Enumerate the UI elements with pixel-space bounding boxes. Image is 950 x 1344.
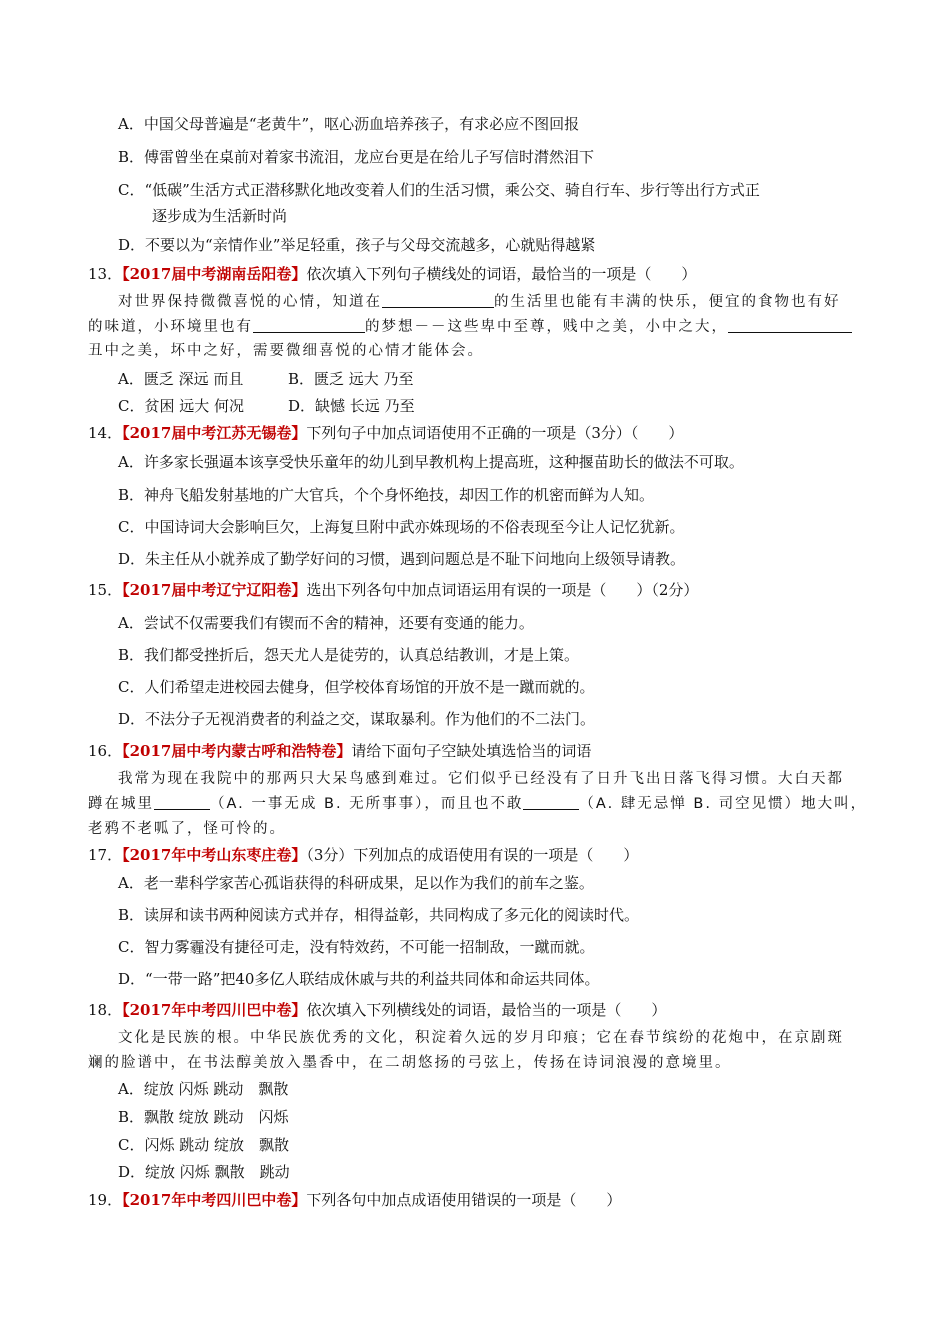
q12-option-c-line2: 逐步成为生活新时尚	[152, 207, 288, 225]
source-tag: 【2017届中考江苏无锡卷】	[122, 424, 307, 442]
question-number: 15．	[88, 581, 123, 599]
q12-option-b: B．傅雷曾坐在桌前对着家书流泪，龙应台更是在给儿子写信时潸然泪下	[118, 148, 595, 166]
q18-option-a: A．绽放 闪烁 跳动 飘散	[118, 1080, 289, 1098]
question-stem: 选出下列各句中加点词语运用有误的一项是（ ）（2分）	[306, 581, 699, 599]
q14-option-d: D．朱主任从小就养成了勤学好问的习惯，遇到问题总是不耻下问地向上级领导请教。	[118, 550, 686, 568]
q14-option-b: B．神舟飞船发射基地的广大官兵，个个身怀绝技，却因工作的机密而鲜为人知。	[118, 486, 655, 504]
q13-passage-line3: 丑中之美，坏中之好，需要微细喜悦的心情才能体会。	[88, 343, 484, 359]
q15-option-a: A．尝试不仅需要我们有锲而不舍的精神，还要有变通的能力。	[118, 614, 534, 632]
question-stem: 下列各句中加点成语使用错误的一项是（ ）	[306, 1191, 622, 1209]
q13-option-b: B．匮乏 远大 乃至	[288, 370, 414, 388]
q13-option-a: A．匮乏 深远 而且	[118, 370, 244, 388]
q18-passage-line1: 文化是民族的根。中华民族优秀的文化，积淀着久远的岁月印痕；它在春节缤纷的花炮中，在京剧斑	[118, 1030, 844, 1046]
passage-text: 的味道，小环境里也有	[88, 319, 253, 335]
question-stem: 请给下面句子空缺处填选恰当的词语	[351, 742, 592, 760]
fill-blank	[523, 794, 579, 810]
question-17	[88, 845, 638, 865]
q16-passage-line3: 老鸦不老呱了，怪可怜的。	[88, 821, 286, 837]
question-13	[88, 264, 696, 284]
q14-option-a: A．许多家长强逼本该享受快乐童年的幼儿到早教机构上提高班，这种揠苗助长的做法不可取。	[118, 453, 744, 471]
question-stem: 下列句子中加点词语使用不正确的一项是（3分）（ ）	[306, 424, 684, 442]
source-tag: 【2017年中考山东枣庄卷】	[122, 846, 307, 864]
question-number: 16．	[88, 742, 123, 760]
question-19	[88, 1190, 621, 1210]
question-18	[88, 1000, 666, 1020]
q17-option-c: C．智力雾霾没有捷径可走，没有特效药，不可能一招制敌，一蹴而就。	[118, 938, 595, 956]
q15-option-b: B．我们都受挫折后，怨天尤人是徒劳的，认真总结教训，才是上策。	[118, 646, 580, 664]
question-14	[88, 423, 683, 443]
q12-option-d: D．不要以为“亲情作业”举足轻重，孩子与父母交流越多，心就贴得越紧	[118, 236, 596, 254]
question-number: 18．	[88, 1001, 123, 1019]
passage-text: 对世界保持微微喜悦的心情，知道在	[118, 294, 382, 310]
q13-option-d: D．缺憾 长远 乃至	[288, 397, 415, 415]
passage-text: 的生活里也能有丰满的快乐，便宜的食物也有好	[494, 294, 841, 310]
question-number: 13．	[88, 265, 123, 283]
passage-text: （A. 一事无成 B. 无所事事），而且也不敢	[210, 796, 524, 812]
source-tag: 【2017年中考四川巴中卷】	[122, 1001, 307, 1019]
question-number: 14．	[88, 424, 123, 442]
q13-passage-line2	[88, 317, 852, 337]
fill-blank	[382, 292, 494, 308]
question-number: 19．	[88, 1191, 123, 1209]
source-tag: 【2017届中考辽宁辽阳卷】	[122, 581, 307, 599]
q13-option-c: C．贫困 远大 何况	[118, 397, 245, 415]
q12-option-c-line1: C．“低碳”生活方式正潜移默化地改变着人们的生活习惯，乘公交、骑自行车、步行等出行方式正	[118, 181, 760, 199]
passage-text: 蹲在城里	[88, 796, 154, 812]
question-stem: 依次填入下列横线处的词语，最恰当的一项是（ ）	[306, 1001, 667, 1019]
question-16	[88, 741, 591, 761]
passage-text: （A. 肆无忌惮 B. 司空见惯）地大叫，	[579, 796, 868, 812]
question-number: 17．	[88, 846, 123, 864]
q17-option-a: A．老一辈科学家苦心孤诣获得的科研成果，足以作为我们的前车之鉴。	[118, 874, 594, 892]
q15-option-d: D．不法分子无视消费者的利益之交，谋取暴利。作为他们的不二法门。	[118, 710, 596, 728]
source-tag: 【2017届中考内蒙古呼和浩特卷】	[122, 742, 352, 760]
question-15	[88, 580, 698, 600]
source-tag: 【2017届中考湖南岳阳卷】	[122, 265, 307, 283]
q17-option-b: B．读屏和读书两种阅读方式并存，相得益彰，共同构成了多元化的阅读时代。	[118, 906, 640, 924]
q14-option-c: C．中国诗词大会影响巨欠，上海复旦附中武亦姝现场的不俗表现至今让人记忆犹新。	[118, 518, 685, 536]
q18-option-b: B．飘散 绽放 跳动 闪烁	[118, 1108, 289, 1126]
question-stem: 依次填入下列句子横线处的词语，最恰当的一项是（ ）	[306, 265, 697, 283]
q18-option-d: D．绽放 闪烁 飘散 跳动	[118, 1163, 290, 1181]
q18-passage-line2: 斓的脸谱中，在书法醇美放入墨香中，在二胡悠扬的弓弦上，传扬在诗词浪漫的意境里。	[88, 1055, 732, 1071]
source-tag: 【2017年中考四川巴中卷】	[122, 1191, 307, 1209]
fill-blank	[728, 317, 852, 333]
q13-passage-line1	[118, 292, 841, 312]
q15-option-c: C．人们希望走进校园去健身，但学校体育场馆的开放不是一蹴而就的。	[118, 678, 595, 696]
q12-option-a: A．中国父母普遍是“老黄牛”，呕心沥血培养孩子，有求必应不图回报	[118, 115, 580, 133]
question-stem: （3分）下列加点的成语使用有误的一项是（ ）	[306, 846, 639, 864]
q18-option-c: C．闪烁 跳动 绽放 飘散	[118, 1136, 290, 1154]
fill-blank	[154, 794, 210, 810]
passage-text: 的梦想－－这些卑中至尊，贱中之美，小中之大，	[365, 319, 728, 335]
q16-passage-line2	[88, 794, 867, 814]
fill-blank	[253, 317, 365, 333]
q16-passage-line1: 我常为现在我院中的那两只大呆鸟感到难过。它们似乎已经没有了日升飞出日落飞得习惯。大白天都	[118, 771, 844, 787]
q17-option-d: D．“一带一路”把40多亿人联结成休戚与共的利益共同体和命运共同体。	[118, 970, 600, 988]
